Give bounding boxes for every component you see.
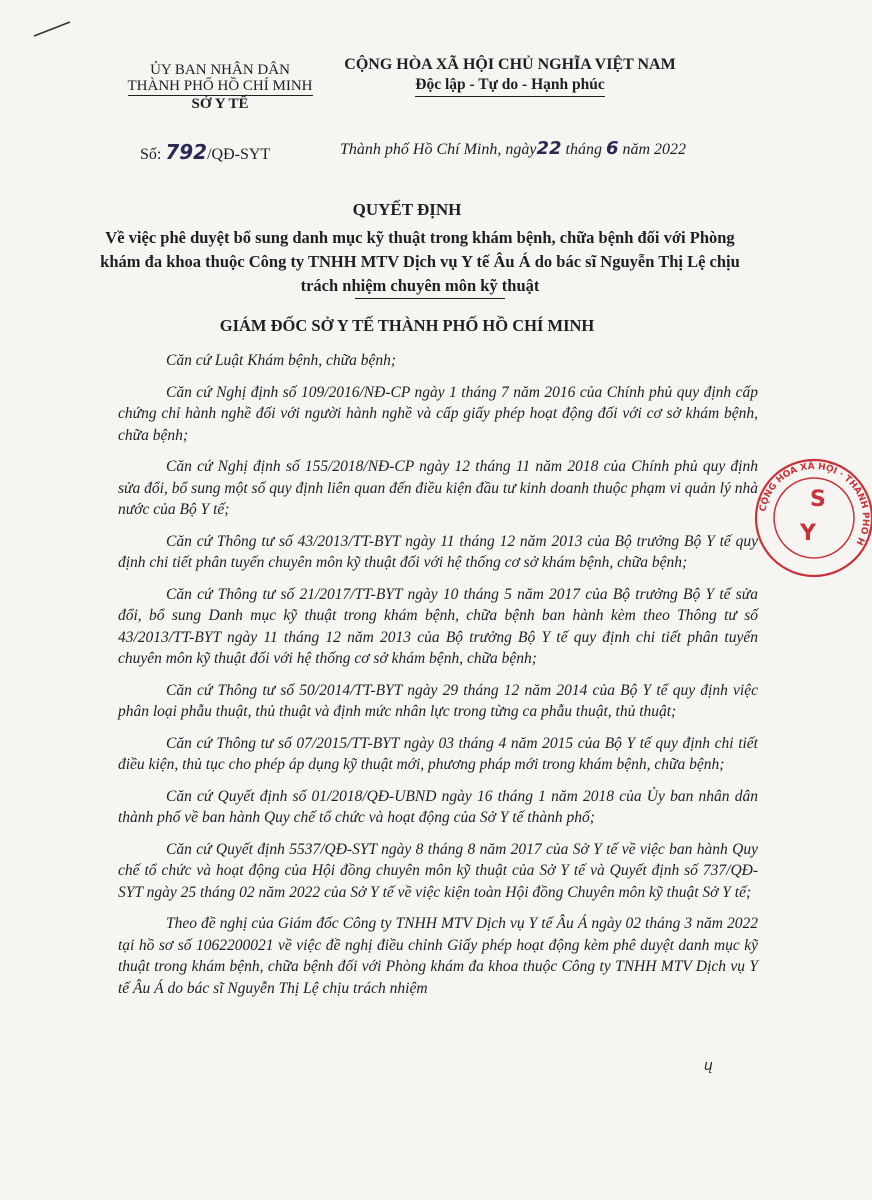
- paragraph: Căn cứ Thông tư số 21/2017/TT-BYT ngày 10 tháng 5 năm 2017 của Bộ trưởng Bộ Y tế sửa đổi, bổ sung Danh mục kỹ thuật trong khám bệnh, chữa bệnh ban hành kèm theo Thông tư số 43/2013/TT-BYT ngày 11 tháng 12 năm 2013 của Bộ trưởng Bộ Y tế quy định chi tiết phân tuyến chuyên môn kỹ thuật đối với hệ thống cơ sở khám bệnh, chữa bệnh;: [118, 585, 758, 667]
- paragraph: Căn cứ Thông tư số 43/2013/TT-BYT ngày 11 tháng 12 năm 2013 của Bộ trưởng Bộ Y tế quy định chi tiết phân tuyến chuyên môn kỹ thuật đối với hệ thống cơ sở khám bệnh, chữa bệnh;: [118, 532, 758, 571]
- month-label: tháng: [565, 141, 602, 158]
- paragraph: Căn cứ Thông tư số 50/2014/TT-BYT ngày 29 tháng 12 năm 2014 của Bộ Y tế quy định việc phân loại phẫu thuật, thủ thuật và định mức nhân lực trong từng ca phẫu thuật, thủ thuật;: [118, 681, 758, 720]
- document-title: QUYẾT ĐỊNH: [352, 200, 462, 219]
- seal-top-letter: S: [810, 487, 826, 512]
- paragraph: Căn cứ Quyết định 5537/QĐ-SYT ngày 8 tháng 8 năm 2017 của Sở Y tế về việc ban hành Quy chế tổ chức và hoạt động của Hội đồng chuyên môn kỹ thuật của Sở Y tế và Quyết định số 737/QĐ-SYT ngày 25 tháng 02 năm 2022 của Sở Y tế về việc kiện toàn Hội đồng Chuyên môn kỹ thuật Sở Y tế;: [118, 840, 758, 901]
- handwritten-number: 792: [165, 140, 208, 164]
- signing-authority: GIÁM ĐỐC SỞ Y TẾ THÀNH PHỐ HỒ CHÍ MINH: [219, 316, 595, 335]
- national-motto: Độc lập - Tự do - Hạnh phúc: [415, 75, 604, 97]
- number-prefix: Số:: [140, 146, 162, 163]
- year-text: năm 2022: [622, 141, 687, 158]
- issue-date: [340, 138, 686, 159]
- handwritten-month: 6: [605, 138, 619, 159]
- paragraph: Theo đề nghị của Giám đốc Công ty TNHH MTV Dịch vụ Y tế Âu Á ngày 02 tháng 3 năm 2022 tại hồ sơ số 1062200021 về việc đề nghị điều chỉnh Giấy phép hoạt động kèm phê duyệt danh mục kỹ thuật trong khám bệnh, chữa bệnh đối với Phòng khám đa khoa thuộc Công ty TNHH MTV Dịch vụ Y tế Âu Á do bác sĩ Nguyễn Thị Lệ chịu trách nhiệm: [118, 915, 758, 997]
- paragraph: Căn cứ Thông tư số 07/2015/TT-BYT ngày 03 tháng 4 năm 2015 của Bộ Y tế quy định chi tiết điều kiện, thủ tục cho phép áp dụng kỹ thuật mới, phương pháp mới trong khám bệnh, chữa bệnh;: [118, 734, 758, 773]
- document-body: [118, 350, 758, 1009]
- paragraph: Căn cứ Nghị định số 109/2016/NĐ-CP ngày 1 tháng 7 năm 2016 của Chính phủ quy định cấp chứng chỉ hành nghề đối với người hành nghề và cấp giấy phép hoạt động đối với cơ sở khám bệnh, chữa bệnh;: [118, 383, 758, 444]
- paragraph: Căn cứ Quyết định số 01/2018/QĐ-UBND ngày 16 tháng 1 năm 2018 của Ủy ban nhân dân thành phố về ban hành Quy chế tổ chức và hoạt động của Sở Y tế thành phố;: [118, 787, 758, 826]
- document-subject: Về việc phê duyệt bổ sung danh mục kỹ thuật trong khám bệnh, chữa bệnh đối với Phòng khám đa khoa thuộc Công ty TNHH MTV Dịch vụ Y tế Âu Á do bác sĩ Nguyễn Thị Lệ chịu trách nhiệm chuyên môn kỹ thuật: [100, 228, 740, 295]
- seal-ring-text: CỘNG HÒA XÃ HỘI · THÀNH PHỐ H: [758, 461, 871, 547]
- seal-center-letters: Y: [800, 521, 816, 546]
- pen-mark: [32, 18, 72, 40]
- org-line-2: [100, 78, 340, 96]
- org-line-1: ỦY BAN NHÂN DÂN: [150, 62, 290, 78]
- issuing-authority-header: [100, 62, 340, 112]
- divider: [355, 298, 505, 299]
- nation-name: CỘNG HÒA XÃ HỘI CHỦ NGHĨA VIỆT NAM: [344, 56, 676, 73]
- date-prefix: Thành phố Hồ Chí Minh, ngày: [340, 141, 537, 158]
- paragraph: Căn cứ Nghị định số 155/2018/NĐ-CP ngày 12 tháng 11 năm 2018 của Chính phủ quy định sửa đổi, bổ sung một số quy định liên quan đến điều kiện đầu tư kinh doanh thuộc phạm vi quản lý nhà nước của Bộ Y tế;: [118, 458, 758, 518]
- handwritten-initials: ų: [704, 1058, 713, 1074]
- official-seal: [752, 448, 872, 588]
- number-suffix: /QĐ-SYT: [207, 146, 271, 163]
- org-line-2-text: THÀNH PHỐ HỒ CHÍ MINH: [127, 78, 313, 94]
- national-header: [340, 55, 680, 97]
- org-line-3: SỞ Y TẾ: [191, 96, 249, 112]
- document-number: [140, 140, 270, 164]
- handwritten-day: 22: [536, 138, 562, 159]
- paragraph: Căn cứ Luật Khám bệnh, chữa bệnh;: [166, 352, 397, 369]
